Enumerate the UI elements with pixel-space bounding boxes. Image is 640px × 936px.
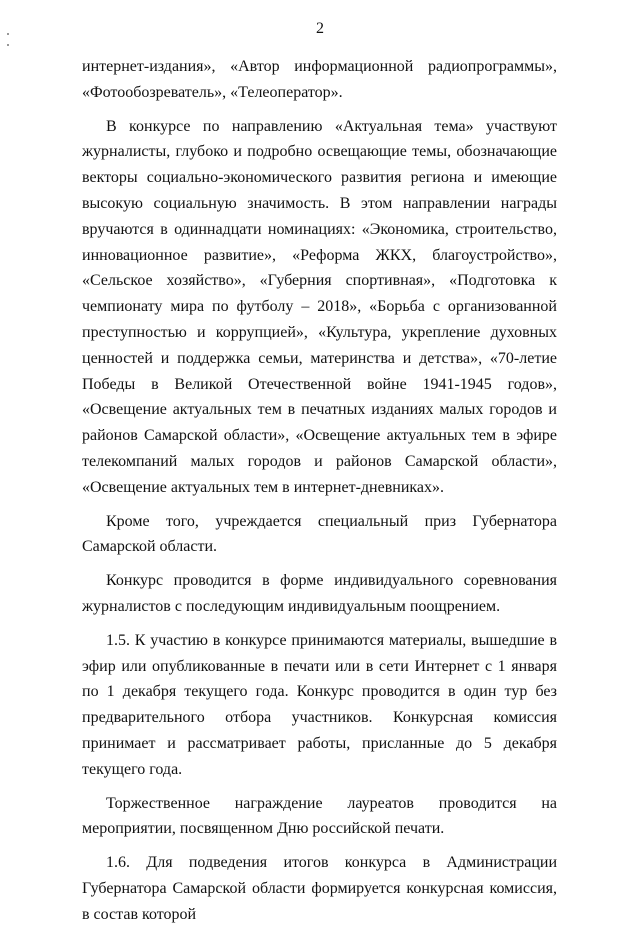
scan-speck-mark bbox=[7, 33, 9, 35]
paragraph: Торжественное награждение лауреатов проводится на мероприятии, посвященном Дню российской печати. bbox=[82, 794, 557, 838]
document-body bbox=[82, 54, 557, 936]
paragraph: 1.5. К участию в конкурсе принимаются материалы, вышедшие в эфир или опубликованные в печати или в сети Интернет с 1 января по 1 декабря текущего года. Конкурс проводится в один тур без предварительного отбора участников. Конкурсная комиссия принимает и рассматривает работы, присланные до 5 декабря текущего года. bbox=[82, 631, 557, 778]
page-number: 2 bbox=[316, 20, 324, 37]
scan-speck-mark bbox=[7, 44, 9, 46]
paragraph: Кроме того, учреждается специальный приз Губернатора Самарской области. bbox=[82, 512, 557, 556]
paragraph: интернет-издания», «Автор информационной радиопрограммы», «Фотообозреватель», «Телеоператор». bbox=[82, 58, 557, 101]
paragraph: В конкурсе по направлению «Актуальная тема» участвуют журналисты, глубоко и подробно освещающие темы, обозначающие векторы социально-экономического развития региона и имеющие высокую социальную значимость. В этом направлении награды вручаются в одиннадцати номинациях: «Экономика, строительство, инновационное развитие», «Реформа ЖКХ, благоустройство», «Сельское хозяйство», «Губерния спортивная», «Подготовка к чемпионату мира по футболу – 2018», «Борьба с организованной преступностью и коррупцией», «Культура, укрепление духовных ценностей и поддержка семьи, материнства и детства», «70-летие Победы в Великой Отечественной войне 1941-1945 годов», «Освещение актуальных тем в печатных изданиях малых городов и районов Самарской области», «Освещение актуальных тем в эфире телекомпаний малых городов и районов Самарской области», «Освещение актуальных тем в интернет-дневниках». bbox=[82, 117, 557, 496]
paragraph: 1.6. Для подведения итогов конкурса в Администрации Губернатора Самарской области формируется конкурсная комиссия, в состав которой bbox=[82, 854, 557, 923]
paragraph: Конкурс проводится в форме индивидуального соревнования журналистов с последующим индивидуальным поощрением. bbox=[82, 572, 557, 615]
